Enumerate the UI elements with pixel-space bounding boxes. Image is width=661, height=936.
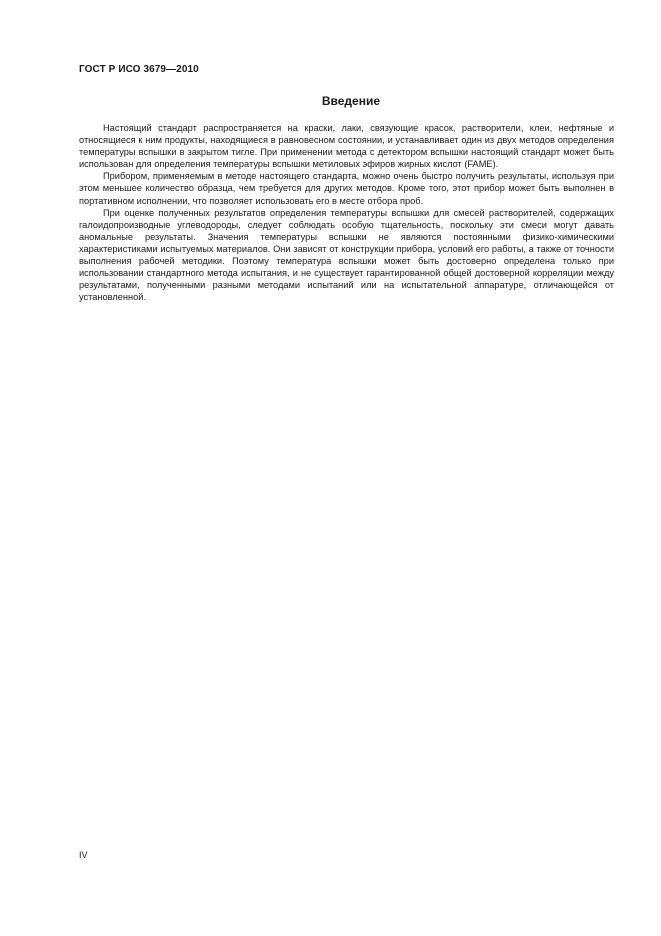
section-title — [79, 94, 614, 108]
paragraph-3: При оценке полученных результатов определения температуры вспышки для смесей растворителей, содержащих галоидопроизводные углеводороды, следует соблюдать особую тщательность, поскольку эти смеси могут давать аномальные результаты. Значения температуры вспышки не являются постоянными физико-химическими характеристиками испытуемых материалов. Они зависят от конструкции прибора, условий его работы, а также от точности выполнения рабочей методики. Поэтому температура вспышки может быть достоверно определена только при использовании стандартного метода испытания, и не существует гарантированной общей достоверной корреляции между результатами, полученными разными методами испытаний или на испытательной аппаратуре, отличающейся от установленной. — [79, 207, 614, 303]
document-id-header: ГОСТ Р ИСО 3679—2010 — [79, 64, 199, 75]
section-title-text: Введение — [321, 94, 380, 108]
page-number: IV — [79, 850, 88, 860]
paragraph-1: Настоящий стандарт распространяется на краски, лаки, связующие красок, растворители, клеи, нефтяные и относящиеся к ним продукты, находящиеся в равновесном состоянии, и устанавливает один из двух методов определения температуры вспышки в закрытом тигле. При применении метода с детектором вспышки настоящий стандарт может быть использован для определения температуры вспышки метиловых эфиров жирных кислот (FAME). — [79, 123, 614, 170]
paragraph-2: Прибором, применяемым в методе настоящего стандарта, можно очень быстро получить результаты, используя при этом меньшее количество образца, чем требуется для других методов. Кроме того, этот прибор может быть выполнен в портативном исполнении, что позволяет использовать его в месте отбора проб. — [79, 171, 614, 206]
introduction-body — [79, 122, 614, 303]
